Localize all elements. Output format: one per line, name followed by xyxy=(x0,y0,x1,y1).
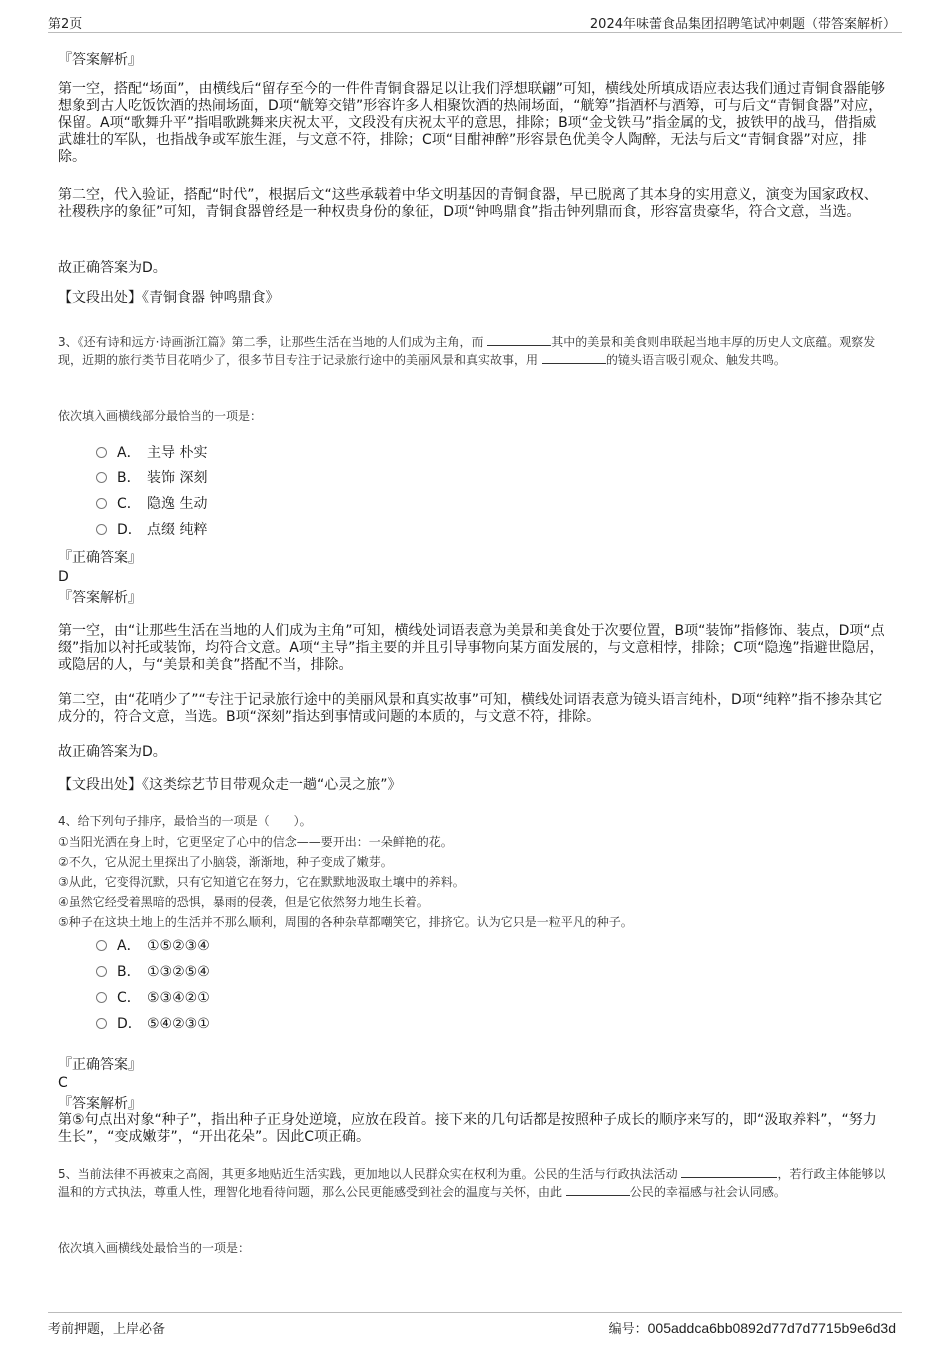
q5-stem xyxy=(58,1165,890,1201)
q3-option-b[interactable]: B． 装饰 深刻 xyxy=(96,468,207,488)
q5-stem-part3: 公民的幸福感与社会认同感。 xyxy=(629,1185,786,1199)
radio-icon[interactable] xyxy=(96,992,107,1003)
q3-correct-label: 『正确答案』 xyxy=(58,550,142,566)
page-header xyxy=(48,10,902,33)
q3-blank-1 xyxy=(487,333,551,346)
q2-analysis-para2: 第二空，代入验证，搭配“时代”，根据后文“这些承载着中华文明基因的青铜食器，早已脱离了其本身的实用意义，演变为国家政权、社稷秩序的象征”可知，青铜食器曾经是一种权贵身份的象征，D项“钟鸣鼎食”指击钟列鼎而食，形容富贵豪华，符合文意，当选。 xyxy=(58,187,878,220)
q2-conclusion: 故正确答案为D。 xyxy=(58,260,167,276)
q5-prompt: 依次填入画横线处最恰当的一项是： xyxy=(58,1241,251,1255)
q4-sentence-4: ④虽然它经受着黑暗的恐惧，暴雨的侵袭，但是它依然努力地生长着。 xyxy=(58,895,429,909)
q3-blank-2 xyxy=(542,351,606,364)
radio-icon[interactable] xyxy=(96,447,107,458)
page-footer xyxy=(48,1312,902,1339)
q5-blank-1 xyxy=(681,1165,777,1178)
q3-option-d[interactable]: D． 点缀 纯粹 xyxy=(96,520,207,540)
page-number: 第2页 xyxy=(48,17,83,32)
q3-conclusion: 故正确答案为D。 xyxy=(58,744,167,760)
q4-analysis: 第⑤句点出对象“种子”，指出种子正身处逆境，应放在段首。接下来的几句话都是按照种子成长的顺序来写的，即“汲取养料”，“努力生长”，“变成嫩芽”，“开出花朵”。因此C项正确。 xyxy=(58,1112,877,1145)
q3-stem-part3: 的镜头语言吸引观众、触发共鸣。 xyxy=(605,353,786,367)
radio-icon[interactable] xyxy=(96,1018,107,1029)
footer-code-label: 编号： xyxy=(608,1322,648,1337)
q4-answer: C xyxy=(58,1075,68,1091)
q3-stem-part1: 3、《还有诗和远方·诗画浙江篇》第二季，让那些生活在当地的人们成为主角，而 xyxy=(58,335,488,349)
document-title: 2024年味蕾食品集团招聘笔试冲刺题（带答案解析） xyxy=(589,17,896,32)
q4-option-a[interactable]: A． ①⑤②③④ xyxy=(96,936,210,956)
q4-stem: 4、给下列句子排序，最恰当的一项是（ ）。 xyxy=(58,814,312,828)
q5-stem-part1: 5、当前法律不再被束之高阁，其更多地贴近生活实践，更加地以人民群众实在权利为重。公民的生活与行政执法活动 xyxy=(58,1167,682,1181)
q4-option-c[interactable]: C． ⑤③④②① xyxy=(96,988,210,1008)
q2-analysis-para1: 第一空，搭配“场面”，由横线后“留存至今的一件件青铜食器足以让我们浮想联翩”可知，横线处所填成语应表达我们通过青铜食器能够想象到古人吃饭饮酒的热闹场面，D项“觥筹交错”形容许多人相聚饮酒的热闹场面，“觥筹”指酒杯与酒筹，可与后文“青铜食器”对应，保留。A项“歌舞升平”指唱歌跳舞来庆祝太平，文段没有庆祝太平的意思，排除；B项“金戈铁马”指金属的戈，披铁甲的战马，借指威武雄壮的军队，也指战争或军旅生涯，与文意不符，排除；C项“目酣神醉”形容景色优美令人陶醉，无法与后文“青铜食器”对应，排除。 xyxy=(58,81,886,165)
q3-option-a[interactable]: A． 主导 朴实 xyxy=(96,443,207,463)
q3-analysis-para2: 第二空，由“花哨少了”“专注于记录旅行途中的美丽风景和真实故事”可知，横线处词语表意为镜头语言纯朴，D项“纯粹”指不掺杂其它成分的，符合文意，当选。B项“深刻”指达到事情或问题的本质的，与文意不符，排除。 xyxy=(58,692,883,725)
q4-sentence-5: ⑤种子在这块土地上的生活并不那么顺利，周围的各种杂草都嘲笑它，排挤它。认为它只是一粒平凡的种子。 xyxy=(58,915,633,929)
q4-analysis-label: 『答案解析』 xyxy=(58,1096,142,1112)
q3-prompt: 依次填入画横线部分最恰当的一项是： xyxy=(58,409,263,423)
footer-code xyxy=(609,1318,896,1337)
footer-slogan: 考前押题，上岸必备 xyxy=(48,1322,166,1337)
q3-stem-part2: 其中的美景和美食则串联起当地丰厚的历史人文底蕴。观察发现，近期的旅行类节目花哨少了，很多节目专注于记录旅行途中的美丽风景和真实故事，用 xyxy=(58,335,876,367)
q5-stem-part2: ，若行政主体能够以温和的方式执法，尊重人性，理智化地看待问题，那么公民更能感受到社会的温度与关怀，由此 xyxy=(58,1167,886,1199)
q3-stem xyxy=(58,333,890,369)
q3-analysis-para1: 第一空，由“让那些生活在当地的人们成为主角”可知，横线处词语表意为美景和美食处于次要位置，B项“装饰”指修饰、装点，D项“点缀”指加以衬托或装饰，均符合文意。A项“主导”指主要的并且引导事物向某方面发展的，与文意相悖，排除；C项“隐逸”指避世隐居，或隐居的人，与“美景和美食”搭配不当，排除。 xyxy=(58,623,885,673)
q3-source: 【文段出处】《这类综艺节目带观众走一趟“心灵之旅”》 xyxy=(58,777,402,793)
q4-option-d[interactable]: D． ⑤④②③① xyxy=(96,1014,210,1034)
q2-source: 【文段出处】《青铜食器 钟鸣鼎食》 xyxy=(58,290,280,306)
q4-option-b[interactable]: B． ①③②⑤④ xyxy=(96,962,210,982)
q3-analysis-label: 『答案解析』 xyxy=(58,590,142,606)
q3-option-c[interactable]: C． 隐逸 生动 xyxy=(96,494,207,514)
radio-icon[interactable] xyxy=(96,966,107,977)
footer-code-value: 005addca6bb0892d77d7d7715b9e6d3d xyxy=(647,1320,896,1336)
q4-correct-label: 『正确答案』 xyxy=(58,1057,142,1073)
q3-answer: D xyxy=(58,569,69,585)
q4-sentence-1: ①当阳光洒在身上时，它更坚定了心中的信念——要开出：一朵鲜艳的花。 xyxy=(58,835,453,849)
q4-sentence-2: ②不久，它从泥土里探出了小脑袋，渐渐地，种子变成了嫩芽。 xyxy=(58,855,393,869)
q2-analysis-label: 『答案解析』 xyxy=(58,52,142,68)
radio-icon[interactable] xyxy=(96,524,107,535)
q5-blank-2 xyxy=(566,1183,630,1196)
radio-icon[interactable] xyxy=(96,472,107,483)
q4-sentence-3: ③从此，它变得沉默，只有它知道它在努力，它在默默地汲取土壤中的养料。 xyxy=(58,875,465,889)
radio-icon[interactable] xyxy=(96,498,107,509)
radio-icon[interactable] xyxy=(96,940,107,951)
